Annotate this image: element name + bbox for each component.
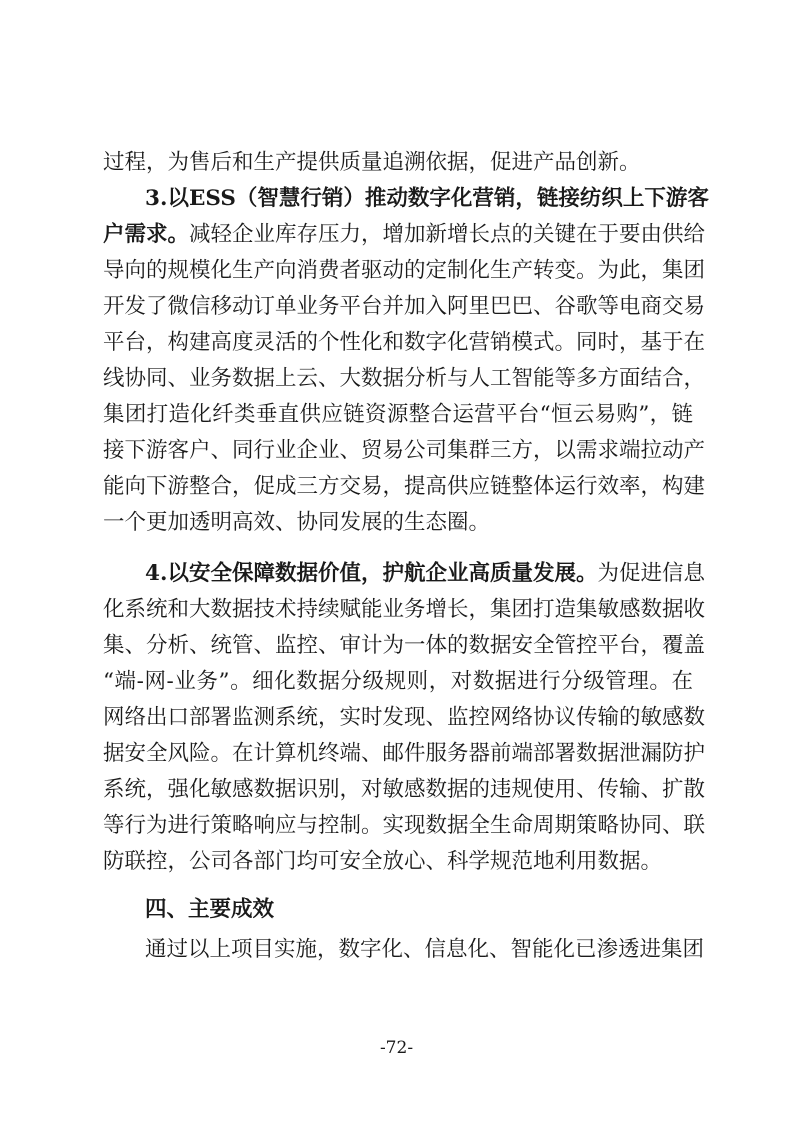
paragraph-line: 集、分析、统管、监控、审计为一体的数据安全管控平台，覆盖 [103,633,706,658]
paragraph-heading-continuation: 户需求。 [103,222,190,247]
paragraph-line: 接下游客户、同行业企业、贸易公司集群三方，以需求端拉动产 [103,438,706,463]
page-number: -72- [379,1038,414,1058]
paragraph-line: “端-网-业务”。细化数据分级规则，对数据进行分级管理。在 [103,669,693,694]
paragraph-line: 据安全风险。在计算机终端、邮件服务器前端部署数据泄漏防护 [103,741,706,766]
paragraph-heading: 4.以安全保障数据价值，护航企业高质量发展。 [145,561,598,586]
paragraph-line: 防联控，公司各部门均可安全放心、科学规范地利用数据。 [103,849,663,874]
paragraph-line: 线协同、业务数据上云、大数据分析与人工智能等多方面结合， [103,366,706,391]
paragraph-text: 为促进信息 [597,561,705,586]
paragraph-line: 一个更加透明高效、协同发展的生态圈。 [103,510,491,535]
paragraph-line: 通过以上项目实施，数字化、信息化、智能化已渗透进集团 [145,937,705,962]
paragraph-line: 导向的规模化生产向消费者驱动的定制化生产转变。为此，集团 [103,258,706,283]
paragraph-line: 网络出口部署监测系统，实时发现、监控网络协议传输的敏感数 [103,705,706,730]
section-heading: 四、主要成效 [145,897,275,922]
paragraph-line: 平台，构建高度灵活的个性化和数字化营销模式。同时，基于在 [103,330,706,355]
paragraph-line: 集团打造化纤类垂直供应链资源整合运营平台“恒云易购”，链 [103,402,693,427]
paragraph-text: 减轻企业库存压力，增加新增长点的关键在于要由供给 [189,222,706,247]
paragraph-line: 开发了微信移动订单业务平台并加入阿里巴巴、谷歌等电商交易 [103,294,706,319]
paragraph-line: 过程，为售后和生产提供质量追溯依据，促进产品创新。 [103,150,641,175]
paragraph-line: 能向下游整合，促成三方交易，提高供应链整体运行效率，构建 [103,474,706,499]
paragraph-heading: 3.以ESS（智慧行销）推动数字化营销，链接纺织上下游客 [145,186,709,211]
paragraph-line: 等行为进行策略响应与控制。实现数据全生命周期策略协同、联 [103,813,706,838]
paragraph-line [145,556,705,592]
paragraph-line: 系统，强化敏感数据识别，对敏感数据的违规使用、传输、扩散 [103,777,706,802]
paragraph-line [103,217,706,253]
paragraph-line: 化系统和大数据技术持续赋能业务增长，集团打造集敏感数据收 [103,597,706,622]
